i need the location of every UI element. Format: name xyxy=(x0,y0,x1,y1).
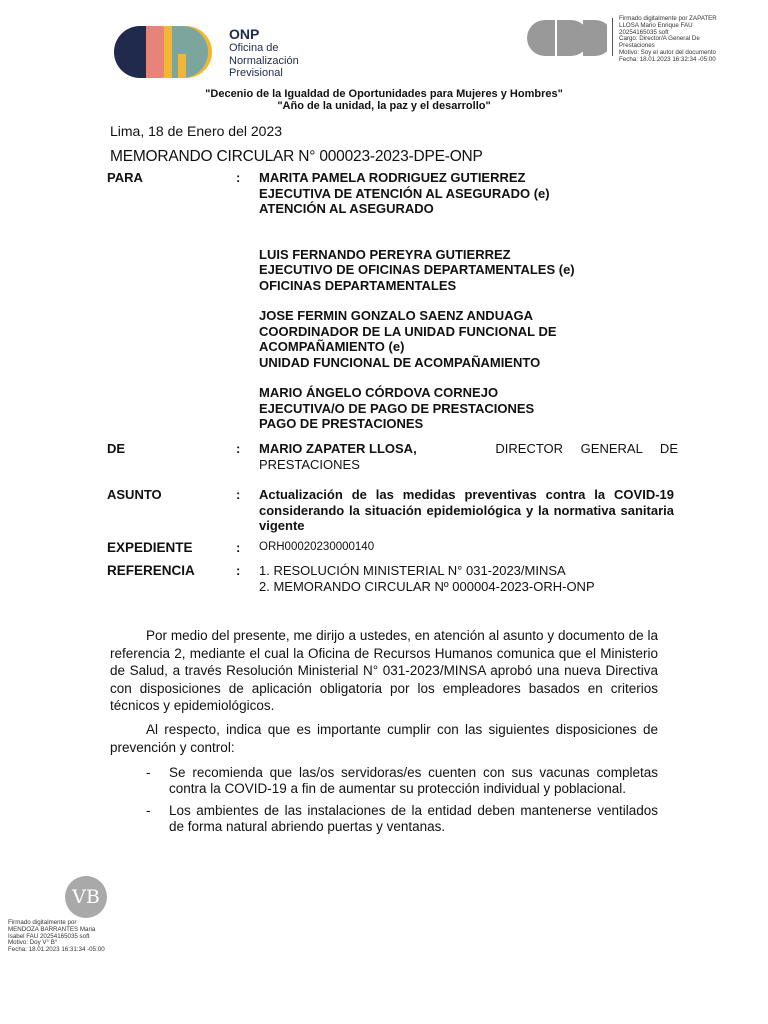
referencia-items xyxy=(259,563,678,594)
de-role-1: DIRECTOR GENERAL DE xyxy=(495,441,678,456)
bullet-dash: - xyxy=(146,803,151,818)
vb-signature-info xyxy=(8,920,148,954)
sig-line: Prestaciones xyxy=(619,42,655,50)
recipient-line: ACOMPAÑAMIENTO (e) xyxy=(259,339,405,354)
colon: : xyxy=(236,487,241,502)
slogans xyxy=(0,88,768,112)
vb-line: Motivo: Doy V° B° xyxy=(8,939,58,947)
colon: : xyxy=(236,540,241,555)
referencia-item: 1. RESOLUCIÓN MINISTERIAL N° 031-2023/MINSA xyxy=(259,563,566,578)
de-name: MARIO ZAPATER LLOSA, xyxy=(259,441,417,456)
recipient-line: LUIS FERNANDO PEREYRA GUTIERREZ xyxy=(259,246,511,262)
vb-stamp-icon: VB xyxy=(65,876,107,918)
document-date: Lima, 18 de Enero del 2023 xyxy=(110,123,283,139)
colon: : xyxy=(236,441,241,456)
recipient-line: JOSE FERMIN GONZALO SAENZ ANDUAGA xyxy=(259,308,533,323)
sig-line: Cargo: Director/A General De xyxy=(619,35,700,43)
signature-divider xyxy=(612,18,613,56)
body-paragraph-2: Al respecto, indica que es importante cumplir con las siguientes disposiciones de prevención y control: xyxy=(110,722,658,755)
expediente-value: ORH00020230000140 xyxy=(259,541,375,553)
de-role-2: PRESTACIONES xyxy=(259,456,360,472)
bullet-text: Los ambientes de las instalaciones de la entidad deben mantenerse ventilados de forma natural abriendo puertas y ventanas. xyxy=(169,803,658,834)
sig-line: LLOSA Mario Enrique FAU xyxy=(619,21,693,29)
asunto-text: Actualización de las medidas preventivas contra la COVID-19 considerando la situación epidemiológica y la normativa sanitaria vigente xyxy=(259,487,674,533)
de-label: DE xyxy=(107,441,126,456)
recipient-line: EJECUTIVO DE OFICINAS DEPARTAMENTALES (e) xyxy=(259,262,575,277)
recipient-line: EJECUTIVA/O DE PAGO DE PRESTACIONES xyxy=(259,400,535,416)
recipient-line: MARITA PAMELA RODRIGUEZ GUTIERREZ xyxy=(259,170,526,185)
logo-text xyxy=(229,26,299,80)
body-paragraph-1: Por medio del presente, me dirijo a ustedes, en atención al asunto y documento de la referencia 2, mediante el cual la Oficina de Recursos Humanos comunica que el Ministerio de Salud, a través Resolución Ministerial N° 031-2023/MINSA aprobó una nueva Directiva con disposiciones de aplicación obligatoria por los empleadores basados en criterios técnicos y epidemiológicos. xyxy=(110,628,658,713)
logo-brand: ONP xyxy=(229,26,260,42)
para-label: PARA xyxy=(107,170,143,185)
de-value xyxy=(259,441,678,472)
slogan-2: "Año de la unidad, la paz y el desarrollo" xyxy=(277,100,491,112)
referencia-label: REFERENCIA xyxy=(107,563,195,578)
colon: : xyxy=(236,563,241,578)
recipient-line: ATENCIÓN AL ASEGURADO xyxy=(259,201,434,216)
sig-line: 20254165035 soft xyxy=(619,28,669,36)
referencia-item: 2. MEMORANDO CIRCULAR Nº 000004-2023-ORH-ONP xyxy=(259,578,595,594)
bullet-text: Se recomienda que las/os servidoras/es cuenten con sus vacunas completas contra la COVID-19 a fin de aumentar su protección individual y poblacional. xyxy=(169,765,658,796)
signature-logo-icon xyxy=(527,18,607,58)
logo-line-3: Previsional xyxy=(229,67,283,79)
expediente-label: EXPEDIENTE xyxy=(107,540,193,555)
signature-info xyxy=(619,16,759,64)
logo-line-1: Oficina de xyxy=(229,42,279,54)
asunto-label: ASUNTO xyxy=(107,487,162,502)
sig-line: Fecha: 18.01.2023 16:32:34 -05:00 xyxy=(619,55,716,63)
vb-line: MENDOZA BARRANTES Maria xyxy=(8,925,96,933)
recipient-line: COORDINADOR DE LA UNIDAD FUNCIONAL DE xyxy=(259,323,557,339)
colon: : xyxy=(236,170,241,185)
recipient-line: PAGO DE PRESTACIONES xyxy=(259,416,424,431)
recipient-line: OFICINAS DEPARTAMENTALES xyxy=(259,277,457,293)
logo-line-2: Normalización xyxy=(229,54,299,67)
vb-line: Fecha: 18.01.2023 16:31:34 -05:00 xyxy=(8,946,105,954)
vb-line: Isabel FAU 20254165035 soft xyxy=(8,932,90,940)
sig-line: Firmado digitalmente por ZAPATER xyxy=(619,15,717,22)
vb-line: Firmado digitalmente por xyxy=(8,919,77,926)
bullet-dash: - xyxy=(146,765,151,780)
recipient-line: MARIO ÁNGELO CÓRDOVA CORNEJO xyxy=(259,385,499,400)
para-recipients xyxy=(259,170,678,432)
memo-title: MEMORANDO CIRCULAR N° 000023-2023-DPE-ONP xyxy=(110,148,483,165)
de-line-1 xyxy=(259,441,678,457)
slogan-1: "Decenio de la Igualdad de Oportunidades para Mujeres y Hombres" xyxy=(205,88,563,100)
recipient-line: EJECUTIVA DE ATENCIÓN AL ASEGURADO (e) xyxy=(259,185,550,201)
sig-line: Motivo: Soy el autor del documento xyxy=(619,48,716,56)
recipient-line: UNIDAD FUNCIONAL DE ACOMPAÑAMIENTO xyxy=(259,354,541,370)
